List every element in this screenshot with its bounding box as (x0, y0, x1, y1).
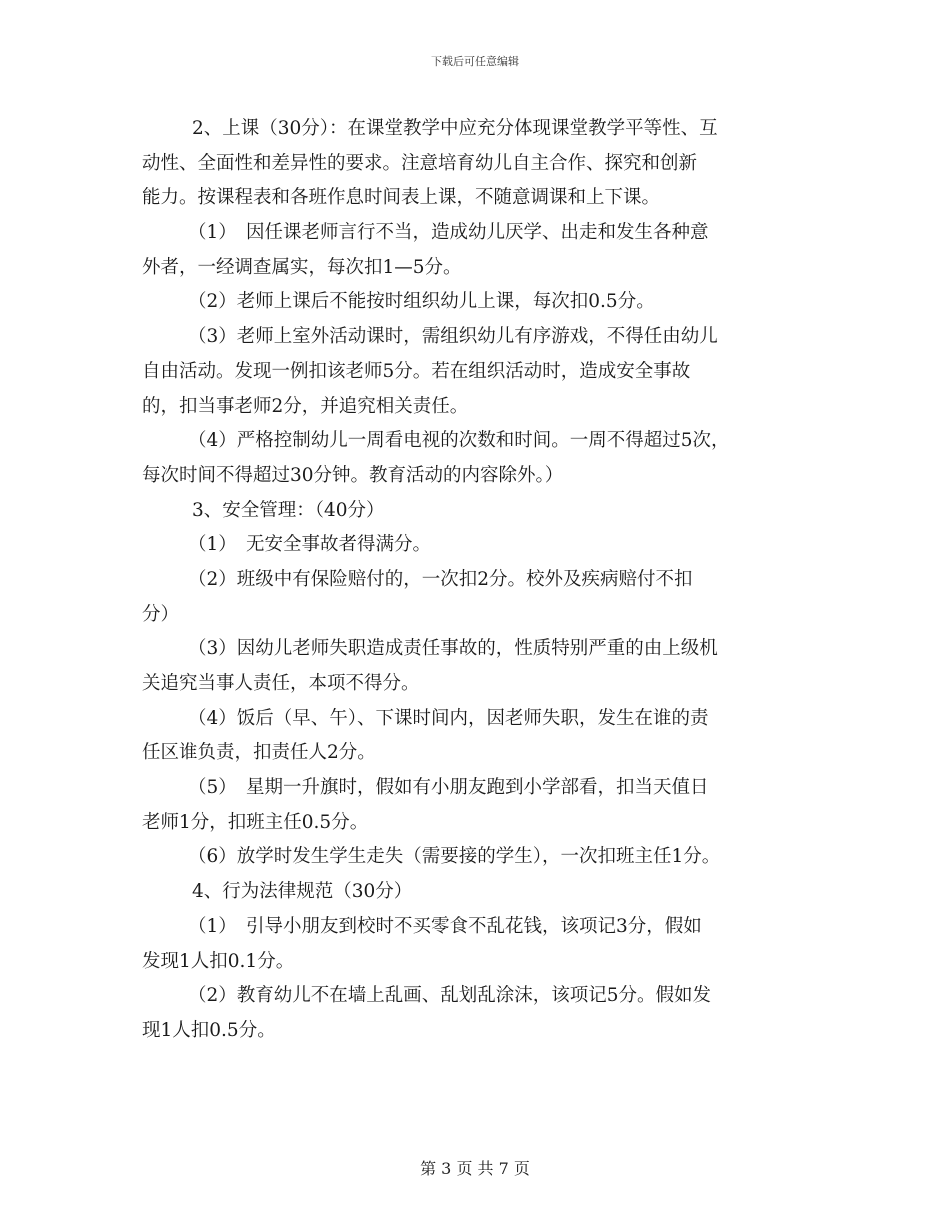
paragraph-line: （3）老师上室外活动课时，需组织幼儿有序游戏，不得任由幼儿 (188, 326, 718, 348)
paragraph-line: （6）放学时发生学生走失（需要接的学生），一次扣班主任1分。 (188, 846, 721, 868)
paragraph-line: 分） (142, 603, 180, 625)
paragraph-line: （1） 无安全事故者得满分。 (188, 534, 432, 556)
paragraph-line: （4）严格控制幼儿一周看电视的次数和时间。一周不得超过5次， (188, 430, 730, 452)
paragraph-line: 的，扣当事老师2分，并追究相关责任。 (142, 395, 469, 417)
page-header: 下载后可任意编辑 (431, 55, 519, 68)
paragraph-line: （3）因幼儿老师失职造成责任事故的，性质特别严重的由上级机 (188, 638, 718, 660)
paragraph-line: （2）老师上课后不能按时组织幼儿上课，每次扣0.5分。 (188, 291, 655, 313)
paragraph-line: （1） 引导小朋友到校时不买零食不乱花钱，该项记3分，假如 (188, 915, 702, 937)
paragraph-line: （5） 星期一升旗时，假如有小朋友跑到小学部看，扣当天值日 (188, 777, 709, 799)
paragraph-line: （2）班级中有保险赔付的，一次扣2分。校外及疾病赔付不扣 (188, 568, 693, 590)
section-heading: 4、行为法律规范（30分） (192, 881, 413, 903)
paragraph-line: 2、上课（30分）：在课堂教学中应充分体现课堂教学平等性、互 (192, 118, 718, 139)
paragraph-line: （4）饭后（早、午）、下课时间内，因老师失职，发生在谁的责 (188, 707, 709, 729)
paragraph-line: 发现1人扣0.1分。 (142, 950, 295, 972)
paragraph-line: 自由活动。发现一例扣该老师5分。若在组织活动时，造成安全事故 (142, 360, 691, 382)
paragraph-line: 外者，一经调查属实，每次扣1—5分。 (142, 256, 462, 278)
paragraph-line: 每次时间不得超过30分钟。教育活动的内容除外。） (142, 464, 564, 486)
paragraph-line: （1） 因任课老师言行不当，造成幼儿厌学、出走和发生各种意 (188, 222, 709, 244)
paragraph-line: 能力。按课程表和各班作息时间表上课，不随意调课和上下课。 (142, 187, 661, 209)
section-heading: 3、安全管理：（40分） (192, 499, 385, 521)
paragraph-line: 任区谁负责，扣责任人2分。 (142, 742, 376, 764)
page-footer: 第 3 页 共 7 页 (420, 1159, 530, 1178)
document-body (142, 112, 822, 1049)
paragraph-line: （2）教育幼儿不在墙上乱画、乱划乱涂沫，该项记5分。假如发 (188, 985, 712, 1007)
paragraph-line: 老师1分，扣班主任0.5分。 (142, 811, 369, 833)
paragraph-line: 关追究当事人责任，本项不得分。 (142, 673, 420, 694)
paragraph-line: 动性、全面性和差异性的要求。注意培育幼儿自主合作、探究和创新 (142, 152, 698, 174)
paragraph-line: 现1人扣0.5分。 (142, 1019, 276, 1041)
